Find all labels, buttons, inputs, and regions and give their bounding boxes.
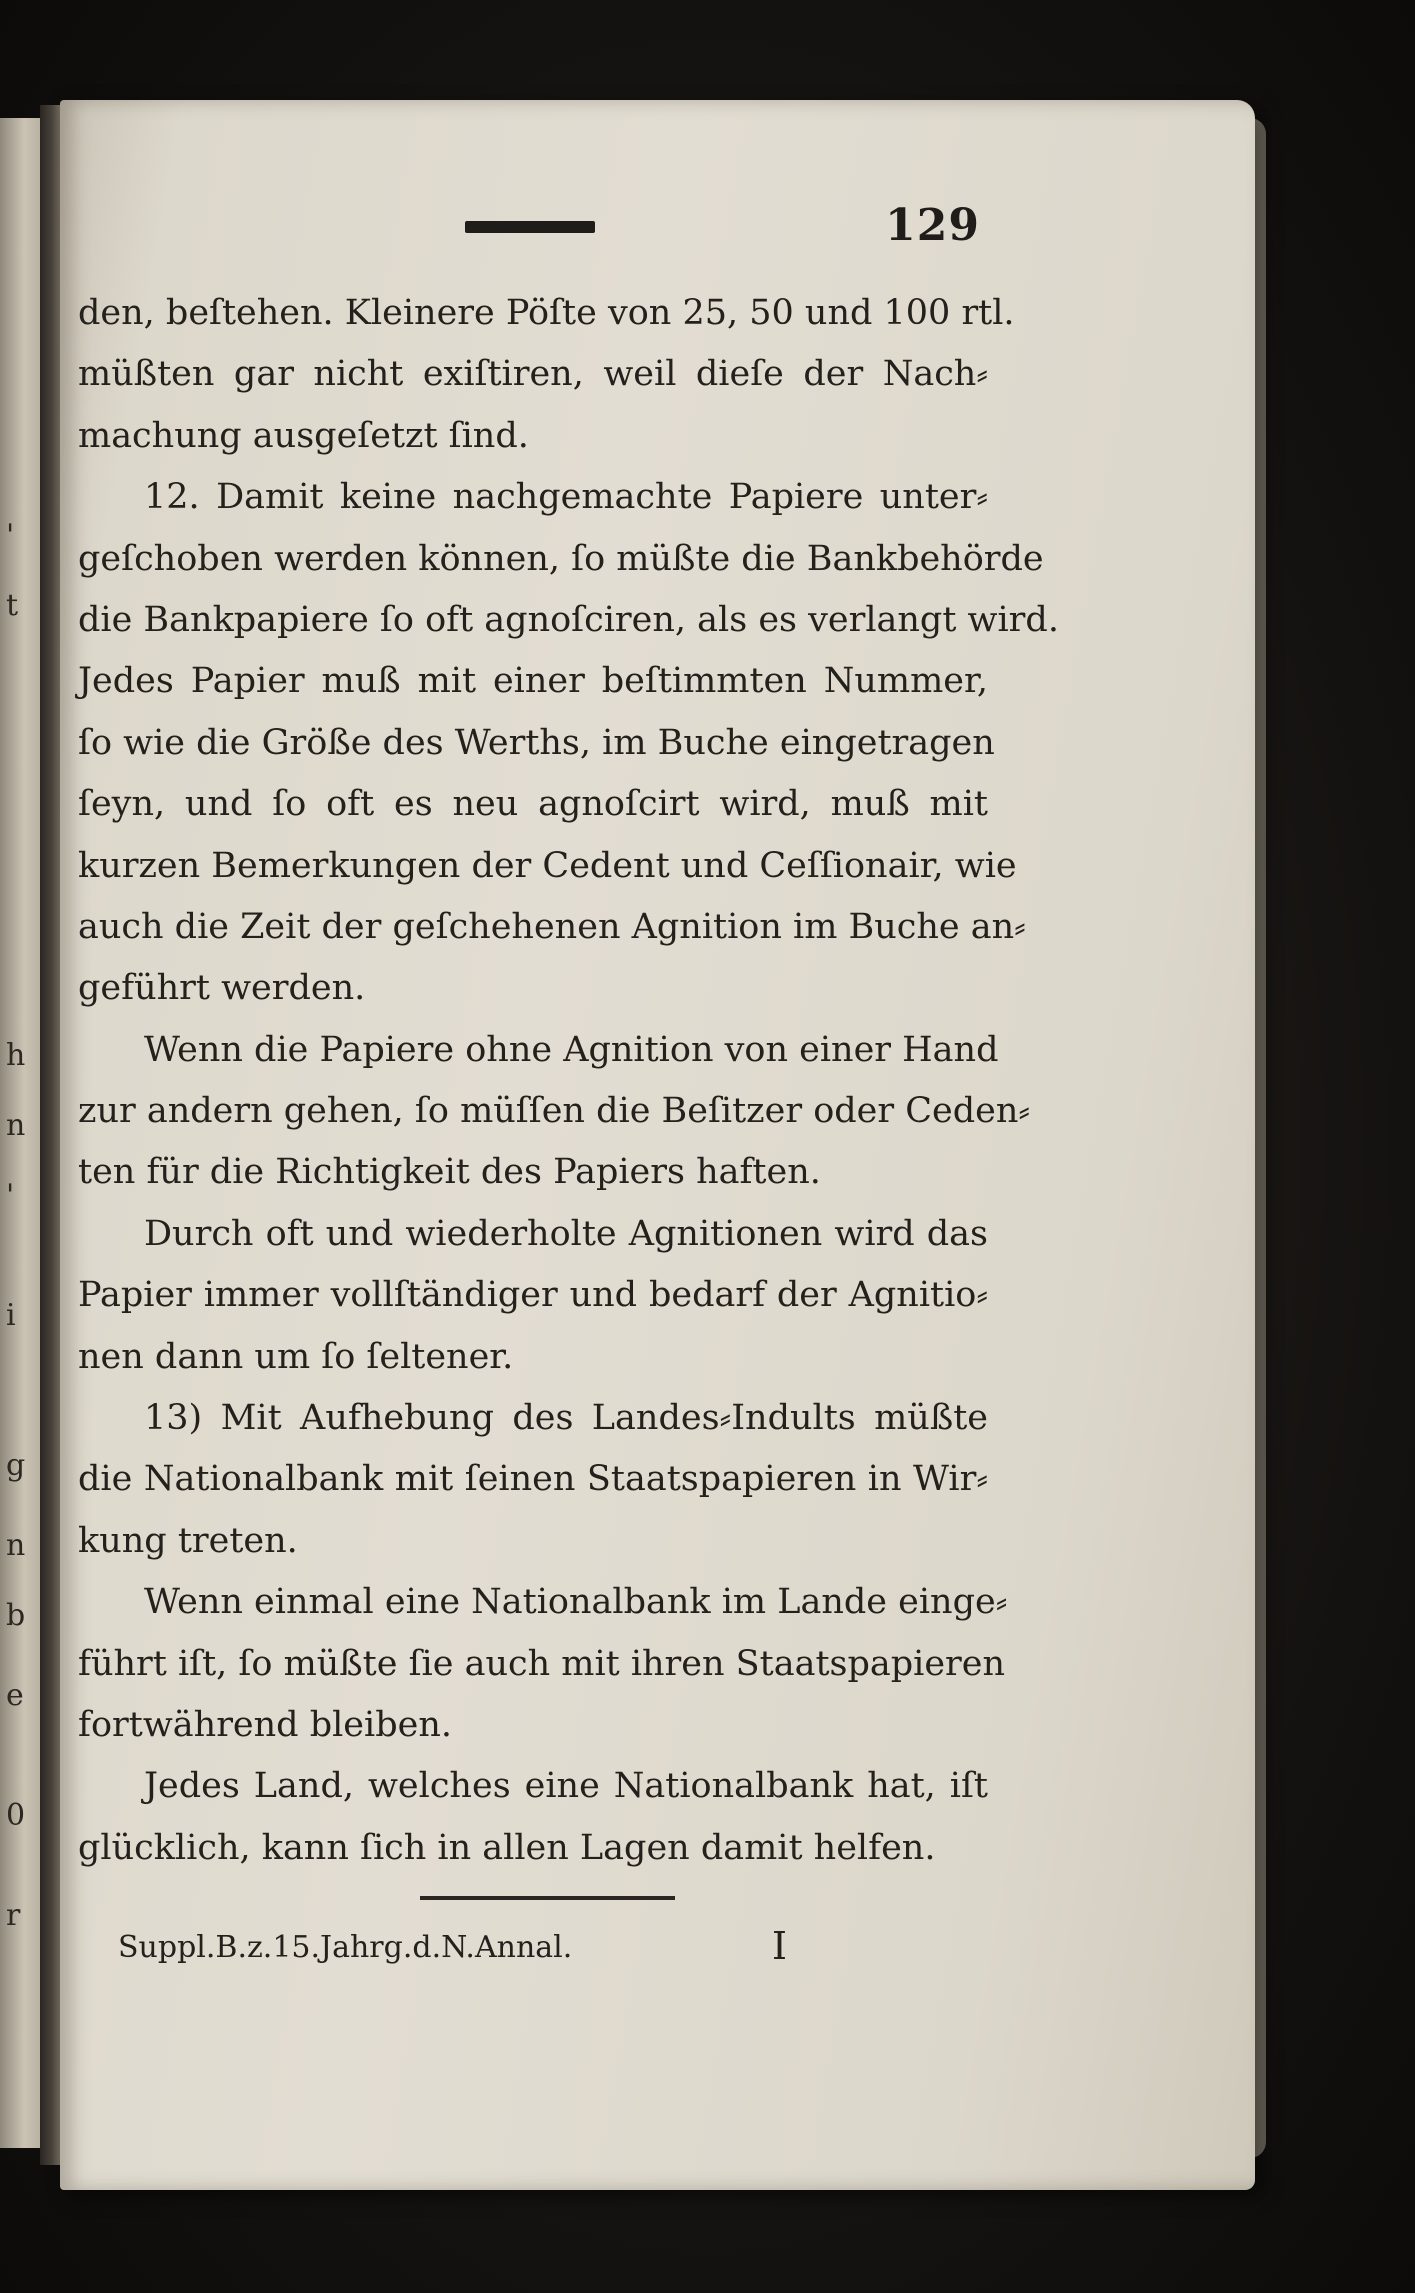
text-line: fortwährend bleiben.	[78, 1704, 452, 1745]
prev-page-fragment: n	[6, 1528, 26, 1563]
text-line: die Nationalbank mit ſeinen Staatspapieren in Wir⸗	[78, 1459, 988, 1500]
text-line: glücklich, kann ſich in allen Lagen damit helfen.	[78, 1827, 936, 1868]
text-line: Jedes Papier muß mit einer beſtimmten Nummer,	[78, 661, 988, 702]
text-line: geſchoben werden können, ſo müßte die Bankbehörde	[78, 538, 1044, 579]
text-line: ſeyn, und ſo oft es neu agnoſcirt wird, muß mit	[78, 784, 988, 825]
text-line: Wenn einmal eine Nationalbank im Lande einge⸗	[144, 1582, 1008, 1623]
footer-rule	[420, 1896, 675, 1900]
previous-page-edge	[0, 118, 42, 2148]
printer-signature-mark: I	[772, 1924, 788, 1968]
text-line: machung ausgeſetzt ſind.	[78, 415, 529, 456]
prev-page-fragment: i	[6, 1298, 16, 1333]
text-line: auch die Zeit der geſchehenen Agnition im Buche an⸗	[78, 906, 1026, 947]
page-number: 129	[885, 200, 980, 251]
footer-signature-note: Suppl.B.z.15.Jahrg.d.N.Annal.	[118, 1930, 573, 1965]
text-line: zur andern gehen, ſo müſſen die Beſitzer oder Ceden⸗	[78, 1091, 1031, 1132]
text-line: 12. Damit keine nachgemachte Papiere unter⸗	[144, 477, 988, 518]
text-line: ſo wie die Größe des Werths, im Buche eingetragen	[78, 722, 995, 763]
prev-page-fragment: '	[6, 518, 15, 553]
text-line: den, beſtehen. Kleinere Pöſte von 25, 50 und 100 rtl.	[78, 293, 1015, 333]
text-line: Jedes Land, welches eine Nationalbank hat, iſt	[144, 1766, 988, 1807]
text-line: Papier immer vollſtändiger und bedarf der Agnitio⸗	[78, 1275, 988, 1316]
text-line: müßten gar nicht exiſtiren, weil dieſe der Nach⸗	[78, 354, 988, 395]
text-line: die Bankpapiere ſo oft agnoſciren, als es verlangt wird.	[78, 599, 1059, 640]
text-line: nen dann um ſo ſeltener.	[78, 1336, 514, 1377]
prev-page-fragment: e	[6, 1678, 24, 1713]
prev-page-fragment: h	[6, 1038, 26, 1073]
text-line: 13) Mit Aufhebung des Landes⸗Indults müßte	[144, 1398, 988, 1439]
text-line: Wenn die Papiere ohne Agnition von einer Hand	[144, 1029, 999, 1070]
header-ornament-rule	[465, 221, 595, 233]
prev-page-fragment: t	[6, 588, 19, 623]
text-line: kurzen Bemerkungen der Cedent und Ceſſionair, wie	[78, 845, 1017, 886]
prev-page-fragment: n	[6, 1108, 26, 1143]
text-line: geführt werden.	[78, 968, 366, 1009]
page-body-text	[78, 283, 1059, 1879]
text-line: kung treten.	[78, 1520, 298, 1561]
text-line: Durch oft und wiederholte Agnitionen wird das	[144, 1213, 988, 1254]
prev-page-fragment: b	[6, 1598, 26, 1633]
prev-page-fragment: 0	[6, 1798, 26, 1833]
prev-page-fragment: '	[6, 1178, 15, 1213]
text-line: führt iſt, ſo müßte ſie auch mit ihren Staatspapieren	[78, 1643, 1006, 1684]
prev-page-fragment: r	[6, 1898, 21, 1933]
text-line: ten für die Richtigkeit des Papiers haften.	[78, 1152, 821, 1193]
prev-page-fragment: g	[6, 1448, 26, 1483]
